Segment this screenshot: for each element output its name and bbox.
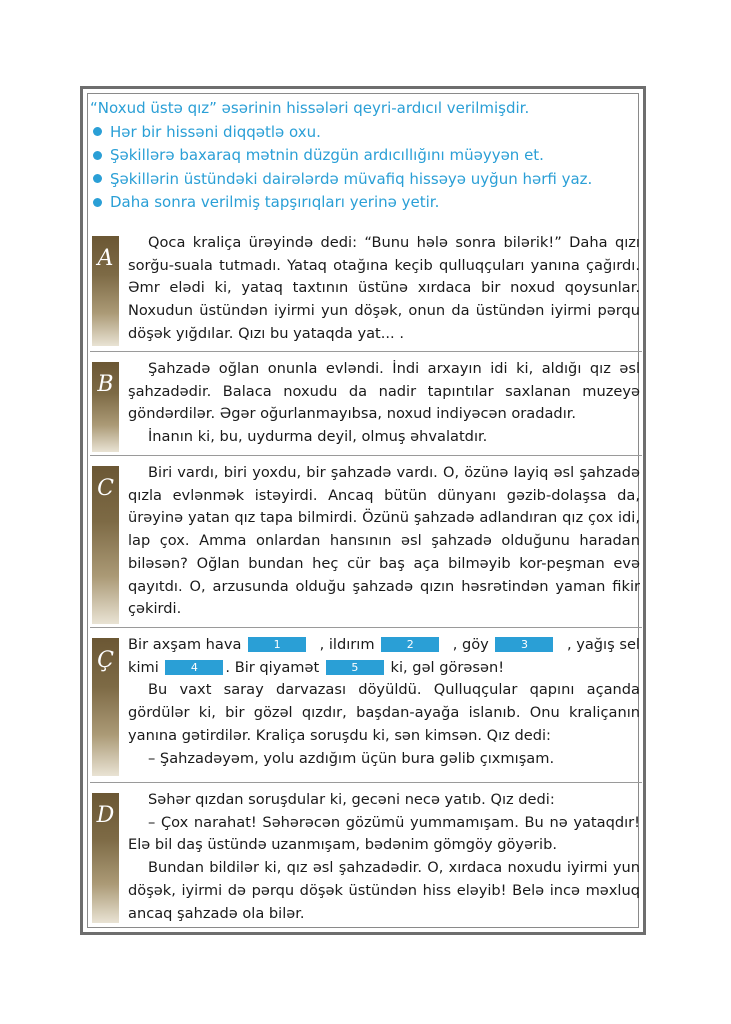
bullet-icon	[93, 174, 102, 183]
section-text	[128, 634, 640, 770]
instruction-item: Şəkillərin üstündəki dairələrdə müvafiq hissəyə uyğun hərfi yaz.	[90, 168, 640, 192]
instructions	[90, 97, 640, 215]
paragraph: Qoca kraliça ürəyində dedi: “Bunu hələ sonra bilərik!” Daha qızı sorğu-suala tutmadı. Yataq otağına keçib qulluqçuları yanına çağırdı. Əmr elədi ki, yataq taxtının üstünə xırdaca bir noxud qoysunlar. Noxudun üstündən iyirmi yun döşək, onun da üstündən iyirmi pərqu döşək yığdılar. Qızı bu yataqda yat... .	[128, 234, 640, 342]
paragraph: Bundan bildilər ki, qız əsl şahzadədir. O, xırdaca noxudu iyirmi yun döşək, iyirmi də pərqu döşək üstündən hiss eləyib! Belə incə məxluq ancaq şahzadə ola bilər.	[128, 859, 640, 922]
section-letter-badge	[92, 466, 119, 624]
section-text	[128, 789, 640, 925]
paragraph: – Çox narahat! Səhərəcən gözümü yummamışam. Bu nə yataqdır! Elə bil daş üstündə uzanmışam, bədənim gömgöy göyərib.	[128, 813, 640, 854]
blank-field-1[interactable]: 1	[248, 637, 306, 652]
section-d	[90, 783, 642, 923]
section-letter-badge	[92, 638, 119, 776]
bullet-icon	[93, 151, 102, 160]
bullet-icon	[93, 127, 102, 136]
section-letter: Ç	[97, 648, 114, 673]
section-text	[128, 358, 640, 449]
paragraph: – Şahzadəyəm, yolu azdığım üçün bura gəlib çıxmışam.	[148, 749, 555, 767]
section-text	[128, 232, 640, 346]
fill-in-line: Bir axşam hava 1 , ildırım 2 , göy 3 , yağış sel	[128, 636, 640, 653]
section-letter: C	[97, 476, 114, 501]
paragraph: İnanın ki, bu, uydurma deyil, olmuş əhvalatdır.	[148, 428, 488, 446]
section-c	[90, 456, 642, 624]
paragraph: Səhər qızdan soruşdular ki, gecəni necə yatıb. Qız dedi:	[148, 791, 555, 808]
section-letter: A	[97, 246, 114, 271]
section-letter-badge	[92, 793, 119, 923]
instruction-item: Daha sonra verilmiş tapşırıqları yerinə yetir.	[90, 191, 640, 215]
section-letter: B	[97, 372, 114, 397]
instructions-intro: “Noxud üstə qız” əsərinin hissələri qeyri-ardıcıl verilmişdir.	[90, 99, 530, 117]
section-c-cedilla	[90, 628, 642, 776]
instruction-item: Şəkillərə baxaraq mətnin düzgün ardıcıllığını müəyyən et.	[90, 144, 640, 168]
blank-field-2[interactable]: 2	[381, 637, 439, 652]
section-a	[90, 226, 642, 346]
section-letter: D	[96, 803, 115, 828]
blank-field-4[interactable]: 4	[165, 660, 223, 675]
blank-field-3[interactable]: 3	[495, 637, 553, 652]
paragraph: Şahzadə oğlan onunla evləndi. İndi arxayın idi ki, aldığı qız əsl şahzadədir. Balaca noxudu da nadir tapıntılar saxlanan muzeyə göndərdilər. Əgər oğurlanmayıbsa, noxud indiyəcən oradadır.	[128, 360, 640, 423]
section-letter-badge	[92, 236, 119, 346]
paragraph: Biri vardı, biri yoxdu, bir şahzadə vardı. O, özünə layiq əsl şahzadə qızla evlənmək istəyirdi. Ancaq bütün dünyanı gəzib-dolaşsa da, ürəyinə yatan qız tapa bilmirdi. Özünü şahzadə adlandıran qız çox idi, lap çox. Amma onlardan hansının əsl şahzadə olduğunu haradan biləsən? Oğlan bundan heç cür baş aça bilməyib kor-peşman evə qayıtdı. O, arzusunda olduğu şahzadə qızın həsrətindən yaman fikir çəkirdi.	[128, 464, 640, 618]
blank-field-5[interactable]: 5	[326, 660, 384, 675]
bullet-icon	[93, 198, 102, 207]
paragraph: Bu vaxt saray darvazası döyüldü. Qulluqçular qapını açanda gördülər ki, bir gözəl qızdır, başdan-ayağa islanıb. Onu kraliçanın yanına gətirdilər. Kraliça soruşdu ki, sən kimsən. Qız dedi:	[128, 681, 640, 744]
section-letter-badge	[92, 362, 119, 452]
section-text	[128, 462, 640, 621]
section-b	[90, 352, 642, 452]
instruction-item: Hər bir hissəni diqqətlə oxu.	[90, 121, 640, 145]
fill-in-line: kimi 4 . Bir qiyamət 5 ki, gəl görəsən!	[128, 658, 505, 676]
